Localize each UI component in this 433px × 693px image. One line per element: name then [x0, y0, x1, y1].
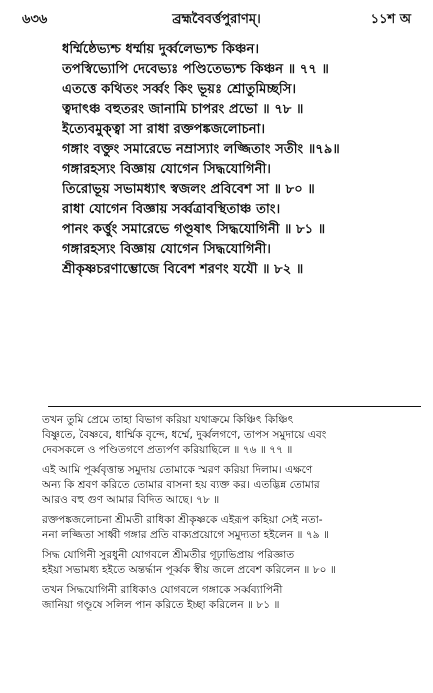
verse-line: ইত্যেবমুক্ত্বা সা রাধা রক্তপঙ্কজলোচনা। — [62, 122, 266, 137]
translation-line: দেবসকলে ও পণ্ডিতগণে প্রত্যর্পণ করিয়াছিলে ॥ ৭৬ ॥ ৭৭ ॥ — [42, 444, 293, 456]
verse-line: গঙ্গারহস্যং বিজ্ঞায় যোগেন সিদ্ধযোগিনী। — [62, 242, 271, 257]
translation-line: সিদ্ধ যোগিনী সুরধুনী যোগবলে শ্রীমতীর গূঢ়াভিপ্রায় পরিজ্ঞাত — [42, 549, 295, 561]
section-divider — [48, 406, 421, 407]
translation-paragraph — [42, 413, 419, 458]
translation-line: হইয়া সভামধ্য হইতে অন্তর্দ্ধান পূর্ব্বক স্বীয় জলে প্রবেশ করিলেন ॥ ৮০ ॥ — [42, 564, 336, 576]
page-number: ৬৩৬ — [22, 12, 48, 27]
translation-line: তখন তুমি প্রেমে তাহা বিভাগ করিয়া যথাক্রমে কিঞ্চিৎ কিঞ্চিৎ — [42, 414, 294, 426]
translation-paragraph — [42, 583, 419, 613]
verse-line: ত্বদাৎঞ্চ বহুতরং জানামি চাপরং প্রভো ॥ ৭৮ ॥ — [62, 102, 304, 117]
verse-line: গঙ্গারহস্যং বিজ্ঞায় যোগেন সিদ্ধযোগিনী। — [62, 162, 271, 177]
verse-line: রাধা যোগেন বিজ্ঞায় সর্ব্বত্রাবস্থিতাঞ্চ তাং। — [62, 202, 281, 217]
translation-line: তখন সিদ্ধযোগিনী রাধিকাও যোগবলে গঙ্গাকে সর্ব্বব্যাপিনী — [42, 584, 283, 596]
translation-line: জানিয়া গণ্ডূষে সলিল পান করিতে ইচ্ছা করিলেন ॥ ৮১ ॥ — [42, 599, 280, 611]
verse-line: গঙ্গাং বক্তুং সমারেভে নম্রাস্যাং লজ্জিতাং সতীং ॥৭৯॥ — [62, 142, 340, 157]
verse-line: তিরোভূয় সভামধ্যাৎ স্বজলং প্রবিবেশ সা ॥ ৮০ ॥ — [62, 182, 315, 197]
chapter-label: ১১শ অ — [370, 12, 411, 27]
running-title: ব্রহ্মবৈবর্ত্তপুরাণম্। — [172, 12, 261, 27]
verse-line: ধর্ম্মিষ্ঠেভ্যশ্চ ধর্ম্মায় দুর্ব্বলেভ্যশ্চ কিঞ্চন। — [62, 42, 260, 57]
translation-line: আরও বহু গুণ আমার বিদিত আছে। ৭৮ ॥ — [42, 494, 220, 506]
verse-line: শ্রীকৃষ্ণচরণাম্ভোজে বিবেশ শরণং যযৌ ॥ ৮২ ॥ — [62, 262, 304, 277]
page-header — [22, 10, 411, 32]
bengali-translation — [42, 413, 419, 613]
translation-line: এই আমি পূর্ব্ববৃত্তান্ত সমুদায় তোমাকে স্মরণ করিয়া দিলাম। এক্ষণে — [42, 464, 313, 476]
translation-line: অন্য কি শ্রবণ করিতে তোমার বাসনা হয় ব্যক্ত কর। এতদ্ভিন্ন তোমার — [42, 479, 320, 491]
verse-line: তপস্বিভ্যোপি দেবেভ্যঃ পণ্ডিতেভ্যশ্চ কিঞ্চন ॥ ৭৭ ॥ — [62, 62, 329, 77]
translation-paragraph — [42, 513, 419, 543]
translation-line: রক্তপঙ্কজলোচনা শ্রীমতী রাধিকা শ্রীকৃষ্ণকে এইরূপ কহিয়া সেই নতা- — [42, 514, 323, 526]
translation-line: ননা লজ্জিতা সাধ্বী গঙ্গার প্রতি বাক্যপ্রয়োগে সমুদ্যতা হইলেন ॥ ৭৯ ॥ — [42, 529, 330, 541]
verse-line: এতত্তে কথিতং সর্ব্বং কিং ভূয়ঃ শ্রোতুমিচ্ছসি। — [62, 82, 297, 97]
translation-line: বিষ্ণুতে, বৈষ্ণবে, ধার্ম্মিক বৃন্দে, ধর্ম্মে, দুর্ব্বলগণে, তাপস সমুদায়ে এবং — [42, 429, 327, 441]
verse-line: পানং কর্ত্তুং সমারেভে গণ্ডূষাৎ সিদ্ধযোগিনী ॥ ৮১ ॥ — [62, 222, 326, 237]
translation-paragraph — [42, 548, 419, 578]
translation-paragraph — [42, 463, 419, 508]
sanskrit-verses — [62, 40, 419, 280]
